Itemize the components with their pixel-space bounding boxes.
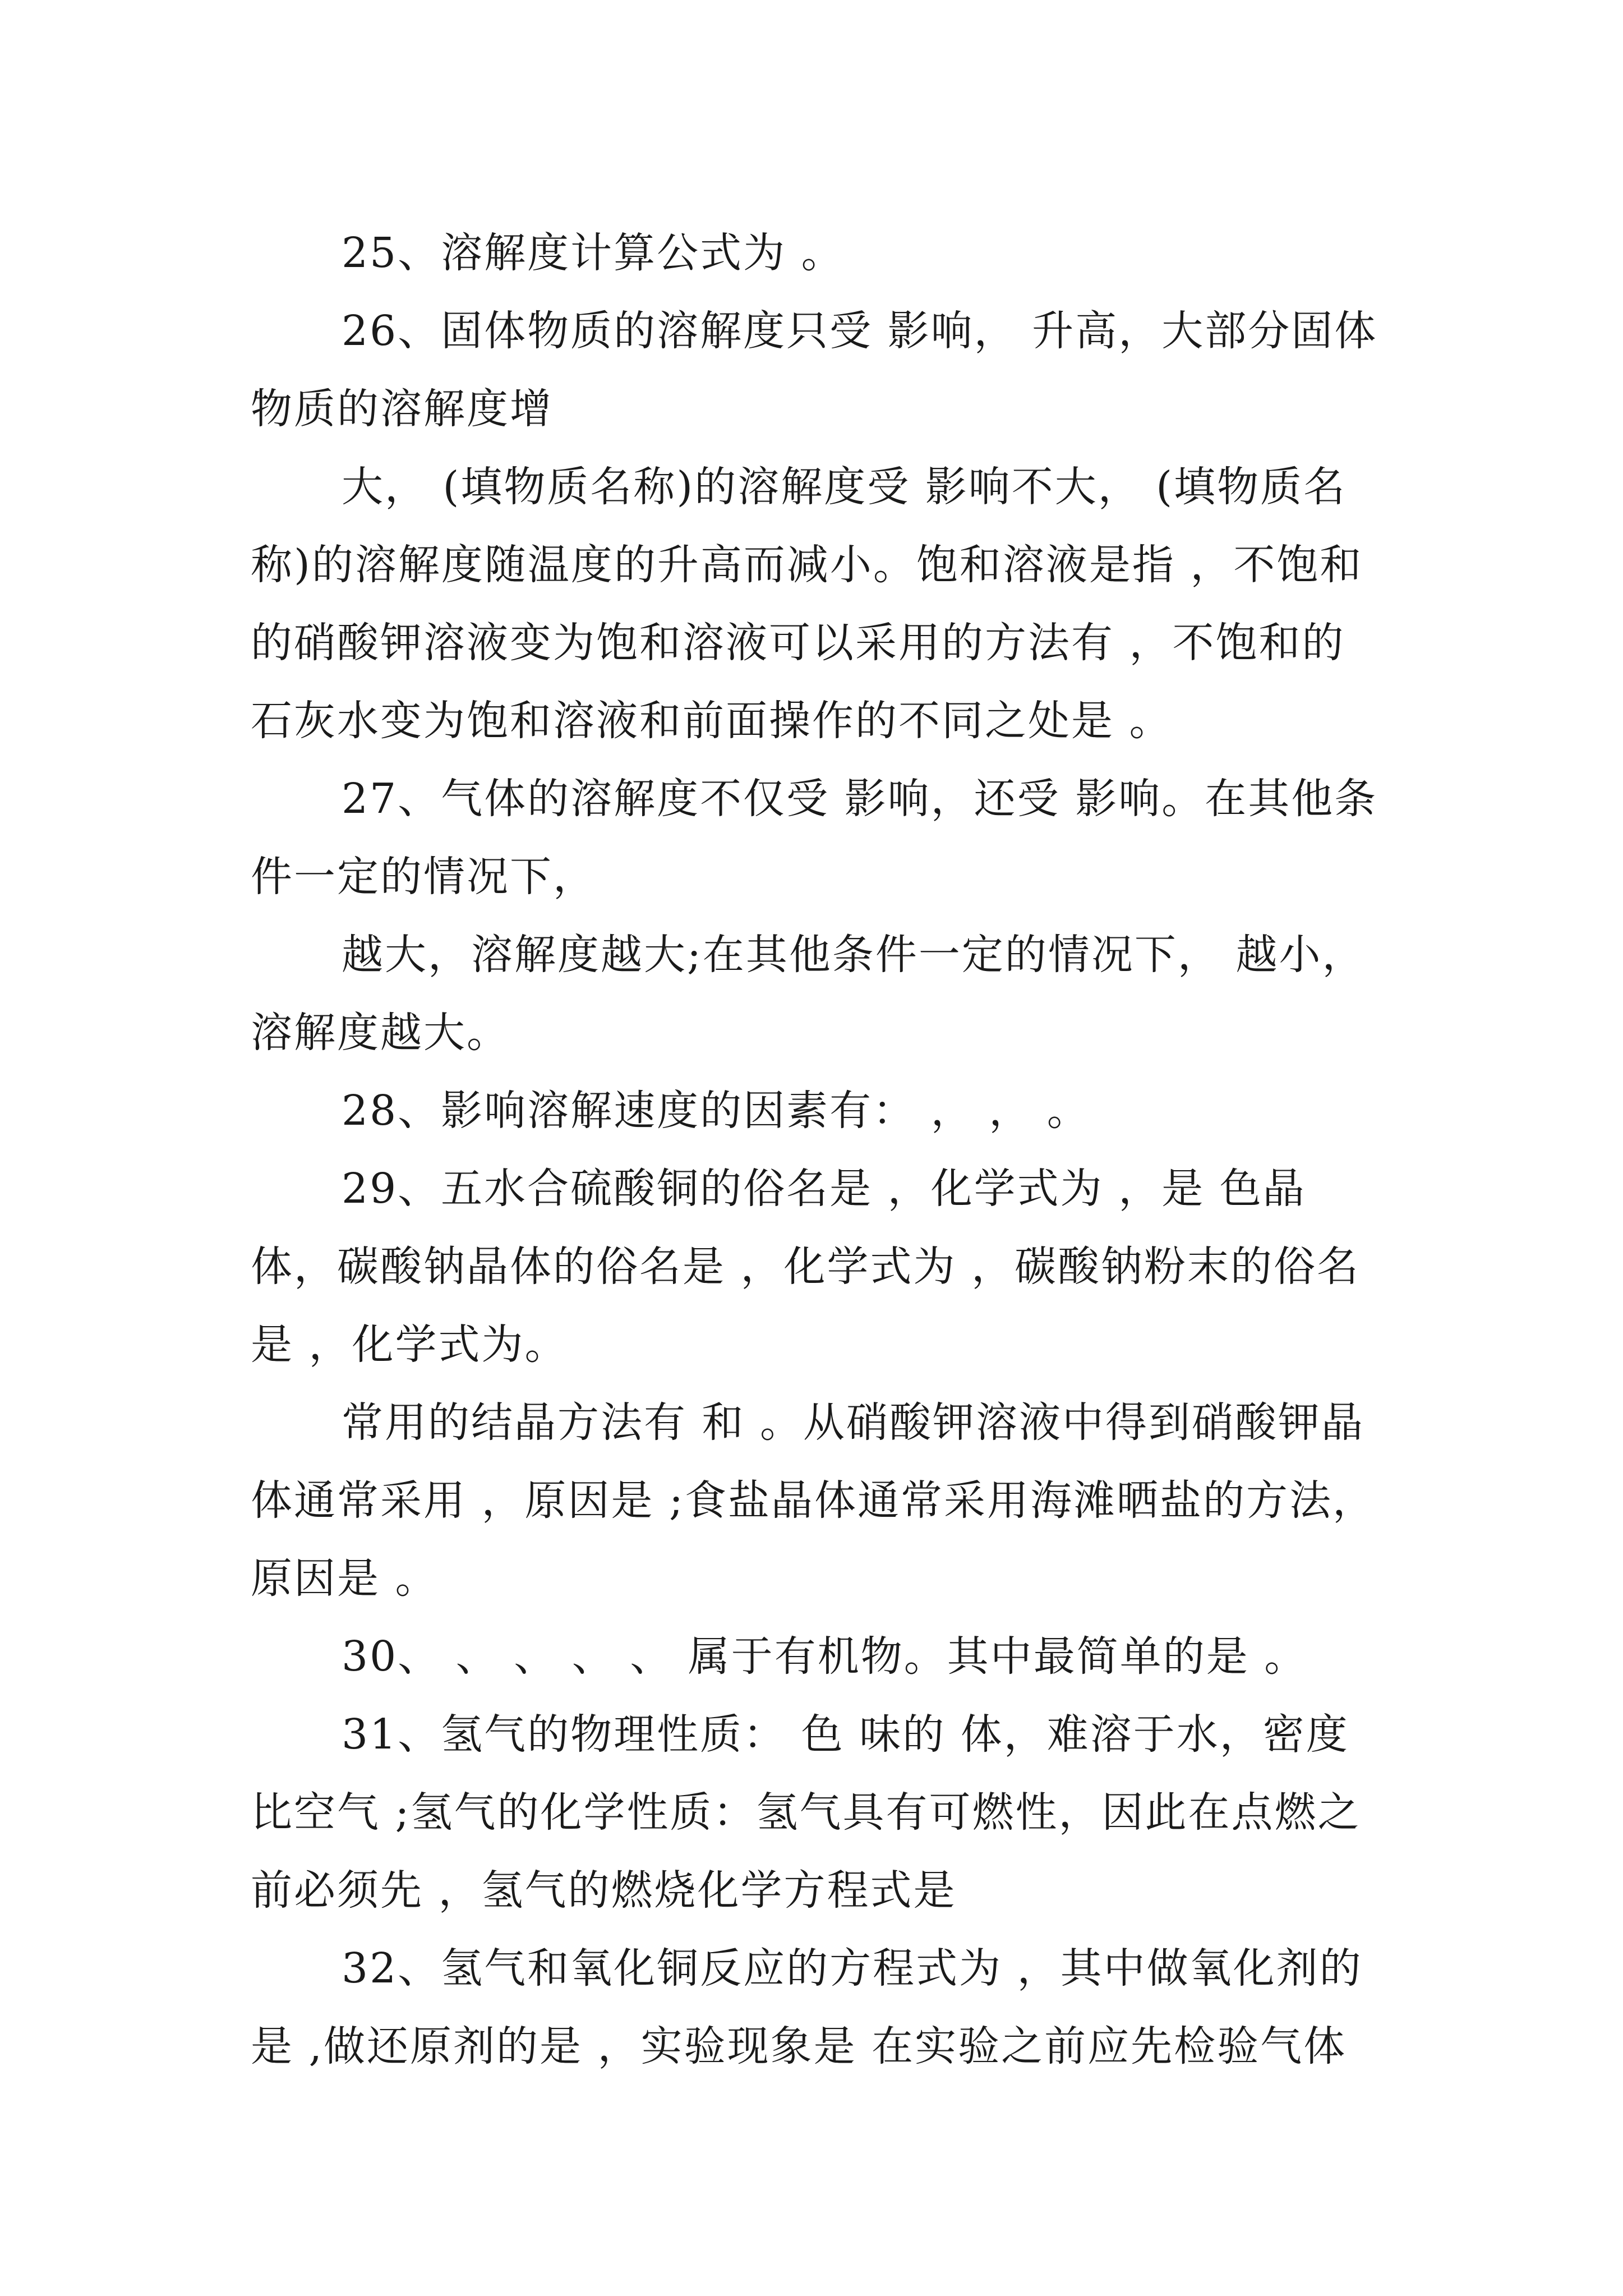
paragraph-27-continued: 越大，溶解度越大;在其他条件一定的情况下， 越小，溶解度越大。 (251, 931, 1366, 1057)
paragraph-26: 26、固体物质的溶解度只受 影响， 升高，大部分固体物质的溶解度增 (251, 307, 1378, 433)
paragraph-32: 32、氢气和氧化铜反应的方程式为 ，其中做氧化剂的是 ,做还原剂的是 ，实验现象是 在实验之前应先检验气体 (251, 1944, 1363, 2070)
paragraph-28: 28、影响溶解速度的因素有： ， ， 。 (342, 1087, 1090, 1135)
paragraph-26-continued: 大， (填物质名称)的溶解度受 影响不大， (填物质名称)的溶解度随温度的升高而减小。饱和溶液是指 ，不饱和的硝酸钾溶液变为饱和溶液可以采用的方法有 ，不饱和的石灰水变为饱和溶液和前面操作的不同之处是 。 (251, 463, 1363, 745)
document-body (251, 214, 1381, 2086)
paragraph-25: 25、溶解度计算公式为 。 (342, 229, 845, 277)
paragraph-29: 29、五水合硫酸铜的俗名是 ，化学式为 ，是 色晶体，碳酸钠晶体的俗名是 ，化学式为 ，碳酸钠粉末的俗名是 ，化学式为。 (251, 1165, 1361, 1369)
paragraph-31: 31、氢气的物理性质： 色 味的 体，难溶于水，密度比空气 ;氢气的化学性质：氢气具有可燃性，因此在点燃之前必须先 ，氢气的燃烧化学方程式是 (251, 1710, 1361, 1915)
paragraph-27: 27、气体的溶解度不仅受 影响，还受 影响。在其他条件一定的情况下， (251, 775, 1378, 901)
paragraph-30: 30、 、 、 、 、 属于有机物。其中最简单的是 。 (342, 1632, 1308, 1681)
paragraph-29-continued: 常用的结晶方法有 和 。从硝酸钾溶液中得到硝酸钾晶体通常采用 ，原因是 ;食盐晶体通常采用海滩晒盐的方法，原因是 。 (251, 1398, 1376, 1603)
